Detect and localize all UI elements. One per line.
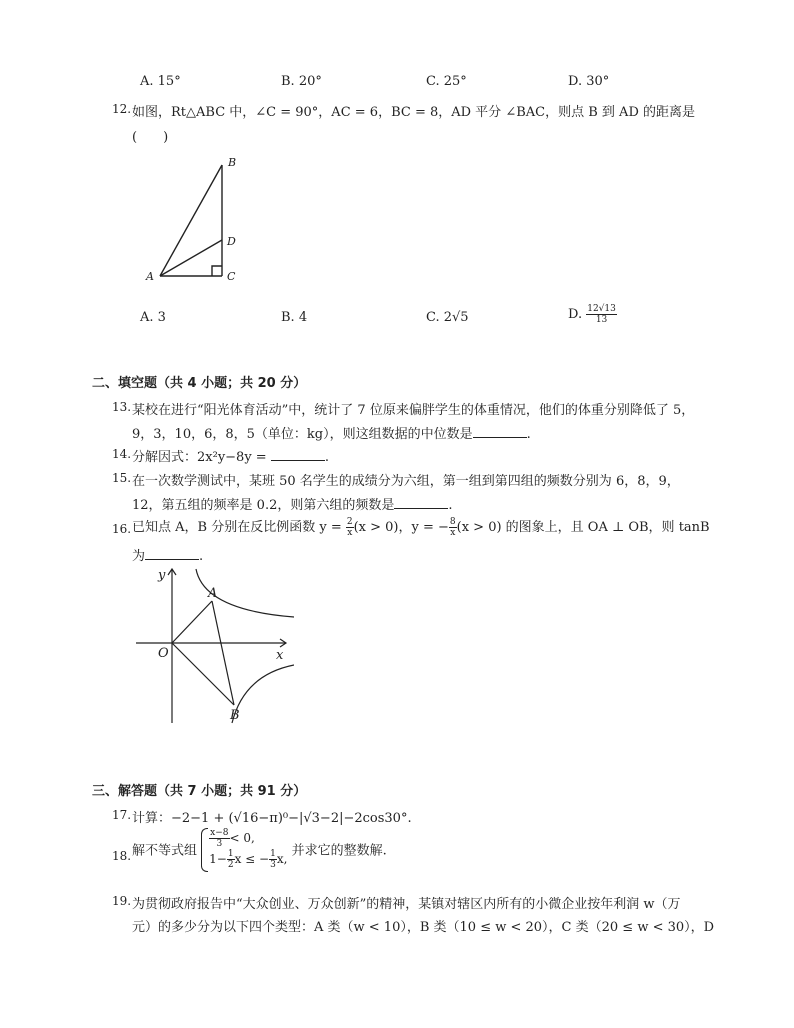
q12-number: 12. — [112, 102, 132, 116]
q16-text-part2: (x > 0)，y = − — [353, 520, 449, 535]
q19-number: 19. — [112, 894, 132, 908]
q12-option-d-fraction — [586, 304, 617, 325]
q18-row-1: $\frac{x-8}{3}$ < 0, — [210, 828, 255, 849]
q11-option-d: D. 30° — [568, 74, 610, 89]
q19-line2: 元）的多少分为以下四个类型：A 类（w < 10），B 类（10 ≤ w < 20），C 类（20 ≤ w < 30），D — [132, 920, 715, 935]
q17-number: 17. — [112, 808, 132, 822]
q18-pre-text: 解不等式组 — [132, 843, 198, 859]
q19-line1: 为贯彻政府报告中“大众创业、万众创新”的精神，某镇对辖区内所有的小微企业按年利润 w（万 — [132, 897, 681, 912]
point-a-label: A — [208, 586, 218, 601]
q14-period: . — [324, 450, 329, 465]
q14-answer-blank[interactable] — [271, 448, 325, 461]
q11-option-a: A. 15° — [140, 74, 181, 89]
q16-fraction-2-num: 8 — [449, 517, 456, 527]
q14-text: 分解因式：2x²y−8y = — [132, 450, 267, 465]
q12-text: 如图，Rt△ABC 中，∠C = 90°，AC = 6，BC = 8，AD 平分 ∠BAC，则点 B 到 AD 的距离是 — [132, 105, 695, 120]
label-b: B — [228, 156, 237, 169]
q12-option-d — [568, 304, 617, 325]
origin-label: O — [158, 646, 169, 661]
q16-number: 16. — [112, 522, 132, 536]
q16-text-part3: (x > 0) 的图象上，且 OA ⊥ OB，则 tanB — [456, 520, 710, 535]
q15-line2 — [132, 494, 453, 513]
q18-post-text: 并求它的整数解. — [291, 843, 387, 859]
label-d: D — [227, 235, 236, 248]
q12-option-a: A. 3 — [140, 310, 166, 325]
q13-answer-blank[interactable] — [473, 425, 527, 438]
q15-number: 15. — [112, 471, 132, 485]
q14-number: 14. — [112, 447, 132, 461]
q16-line2-text: 为 — [132, 549, 146, 564]
q16-line1 — [132, 516, 710, 538]
q16-line2 — [132, 545, 203, 564]
q14-line — [132, 446, 329, 465]
axis-label-y: y — [158, 568, 166, 583]
q16-fraction-1-num: 2 — [346, 517, 353, 527]
q15-period: . — [448, 498, 453, 513]
section-3-title: 三、解答题（共 7 小题；共 91 分） — [92, 784, 307, 799]
q16-graph-figure — [134, 565, 294, 725]
q12-option-d-numerator: 12√13 — [587, 304, 616, 314]
q13-number: 13. — [112, 400, 132, 414]
section-2-title: 二、填空题（共 4 小题；共 20 分） — [92, 376, 307, 391]
q11-option-b: B. 20° — [281, 74, 322, 89]
q18-inequality-system — [201, 828, 287, 870]
q12-option-d-label: D. — [568, 307, 583, 322]
q13-line2-text: 9，3，10，6，8，5（单位：kg），则这组数据的中位数是 — [132, 427, 473, 442]
q16-answer-blank[interactable] — [145, 547, 199, 560]
q12-option-b: B. 4 — [281, 310, 308, 325]
axis-label-x: x — [276, 648, 284, 663]
q12-option-c: C. 2√5 — [426, 310, 469, 325]
q13-line2 — [132, 423, 531, 442]
q17-text: 计算：−2−1 + (√16−π)⁰−|√3−2|−2cos30°. — [132, 811, 412, 826]
q16-fraction-2 — [449, 517, 457, 538]
q15-line1: 在一次数学测试中，某班 50 名学生的成绩分为六组，第一组到第四组的频数分别为 6，8，9， — [132, 474, 680, 489]
q18-brace — [201, 828, 208, 872]
q18-line — [132, 828, 387, 870]
q16-fraction-1-den: x — [347, 528, 353, 538]
q13-period: . — [526, 427, 531, 442]
point-b-label: B — [230, 708, 240, 723]
q16-text-part1: 已知点 A，B 分别在反比例函数 y = — [132, 520, 342, 535]
q12-triangle-figure — [140, 150, 250, 285]
q13-line1: 某校在进行“阳光体育活动”中，统计了 7 位原来偏胖学生的体重情况，他们的体重分别降低了 5， — [132, 403, 695, 418]
q12-answer-paren: ( ) — [132, 130, 169, 145]
q15-line2-text: 12，第五组的频率是 0.2，则第六组的频数是 — [132, 498, 395, 513]
q16-fraction-2-den: x — [450, 528, 456, 538]
label-c: C — [227, 270, 236, 283]
q18-row-2: 1− $\frac{1}{2}$ x ≤ − $\frac{1}{3}$ x, — [209, 849, 288, 870]
q11-option-c: C. 25° — [426, 74, 467, 89]
q15-answer-blank[interactable] — [394, 496, 448, 509]
label-a: A — [146, 270, 154, 283]
q12-option-d-denominator: 13 — [595, 315, 608, 325]
q18-number: 18. — [112, 849, 132, 863]
q16-period: . — [199, 549, 204, 564]
q16-fraction-1 — [346, 517, 354, 538]
